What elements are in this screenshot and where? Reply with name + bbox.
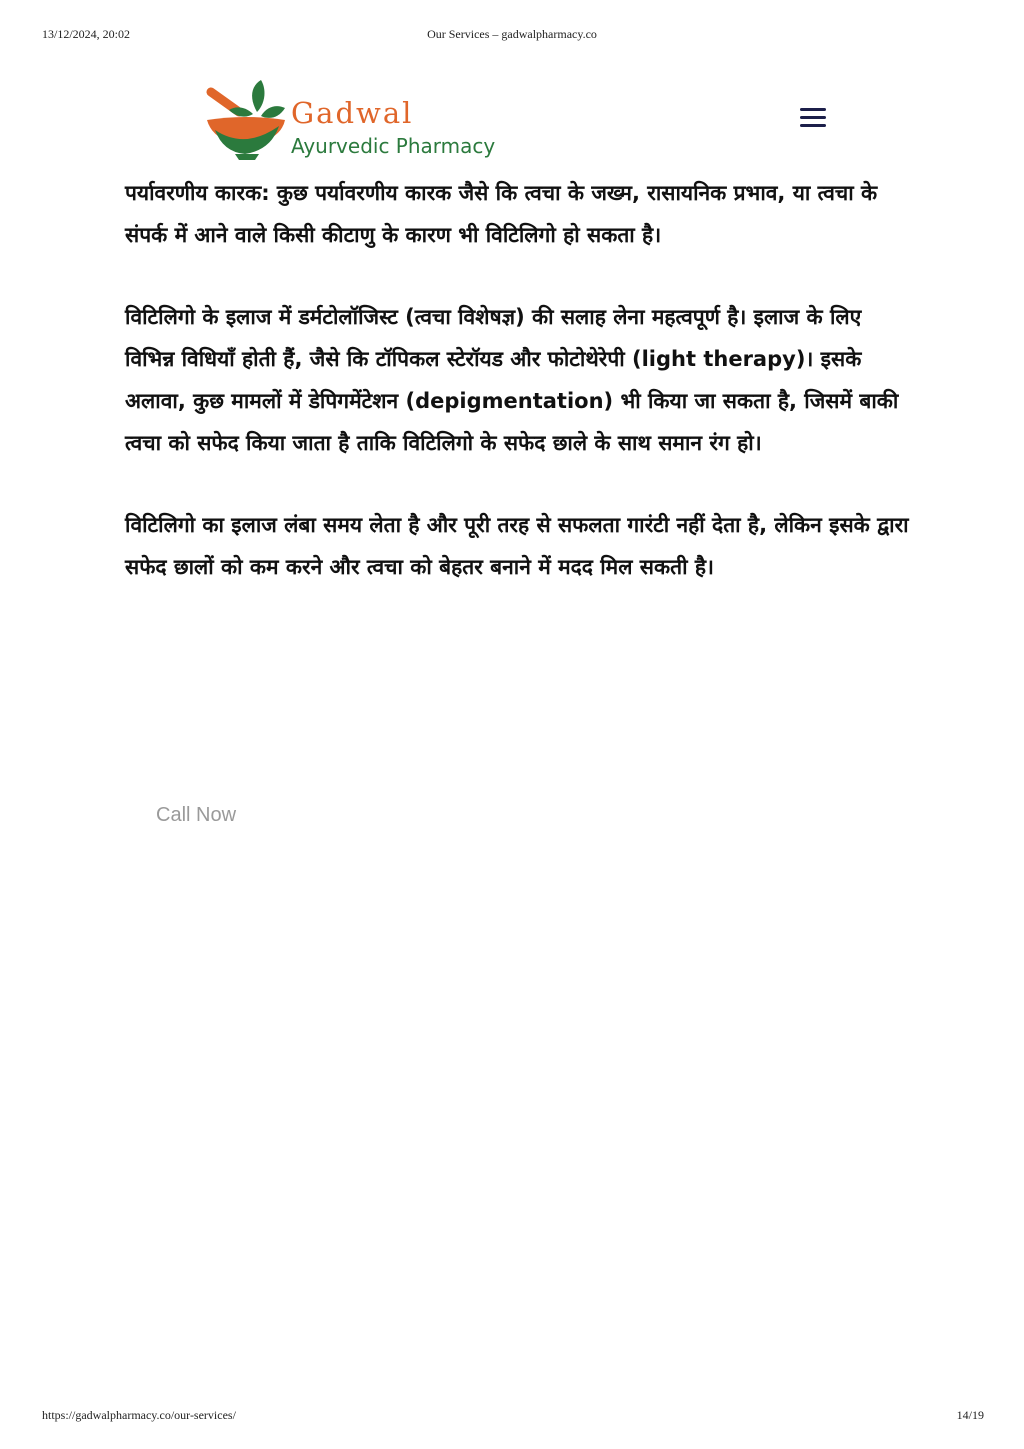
print-datetime: 13/12/2024, 20:02	[42, 27, 131, 41]
mortar-pestle-leaf-icon	[205, 76, 291, 162]
brand-subtitle: Ayurvedic Pharmacy	[291, 134, 496, 158]
print-footer	[0, 1408, 1024, 1424]
call-now-link[interactable]: Call Now	[156, 804, 237, 826]
print-page-title: Our Services – gadwalpharmacy.co	[427, 27, 597, 41]
menu-bar	[800, 116, 826, 119]
print-page-number: 14/19	[956, 1408, 984, 1422]
hamburger-menu-icon[interactable]	[798, 106, 828, 130]
paragraph-treatment-duration: विटिलिगो का इलाज लंबा समय लेता है और पूरी तरह से सफलता गारंटी नहीं देता है, लेकिन इसके द्वारा सफेद छालों को कम करने और त्वचा को बेहतर बनाने में मदद मिल सकती है।	[125, 513, 909, 579]
print-url: https://gadwalpharmacy.co/our-services/	[42, 1408, 236, 1422]
menu-bar	[800, 124, 826, 127]
paragraph-treatment: विटिलिगो के इलाज में डर्मटोलॉजिस्ट (त्वचा विशेषज्ञ) की सलाह लेना महत्वपूर्ण है। इलाज के लिए विभिन्न विधियाँ होती हैं, जैसे कि टॉपिकल स्टेरॉयड और फोटोथेरेपी (light therapy)। इसके अलावा, कुछ मामलों में डेपिगमेंटेशन (depigmentation) भी किया जा सकता है, जिसमें बाकी त्वचा को सफेद किया जाता है ताकि विटिलिगो के सफेद छाले के साथ समान रंग हो।	[125, 305, 899, 455]
site-logo[interactable]	[205, 76, 515, 162]
brand-name: Gadwal	[291, 96, 414, 130]
print-header	[0, 27, 1024, 43]
menu-bar	[800, 108, 826, 111]
paragraph-environmental-factors: पर्यावरणीय कारक: कुछ पर्यावरणीय कारक जैसे कि त्वचा के जख्म, रासायनिक प्रभाव, या त्वचा के संपर्क में आने वाले किसी कीटाणु के कारण भी विटिलिगो हो सकता है।	[125, 181, 878, 247]
site-header	[0, 70, 1024, 170]
article-content	[125, 172, 915, 628]
